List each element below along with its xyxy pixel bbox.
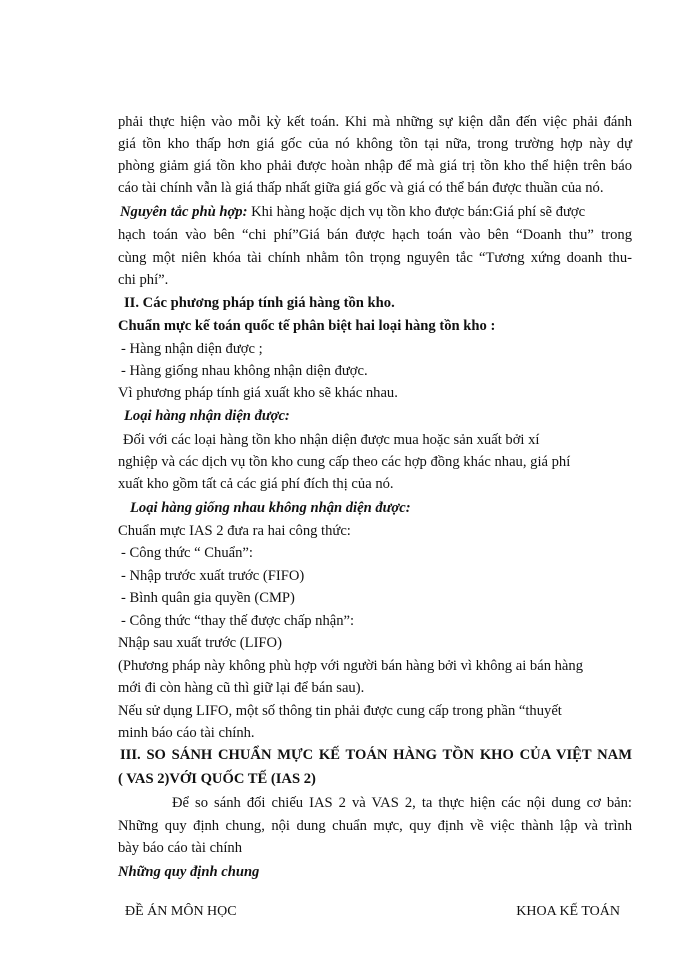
paragraph-line: Đối với các loại hàng tồn kho nhận diện được mua hoặc sản xuất bởi xí	[123, 432, 540, 448]
paragraph-line: Nếu sử dụng LIFO, một số thông tin phải được cung cấp trong phần “thuyết	[118, 703, 562, 719]
subheading: Loại hàng nhận diện được:	[124, 408, 290, 424]
paragraph-line: phải thực hiện vào mỗi kỳ kết toán. Khi mà những sự kiện dẫn đến việc phải đánh	[118, 114, 632, 130]
paragraph-line: phòng giảm giá tồn kho phải được hoàn nhập để mà giá trị tồn kho thể hiện trên báo	[118, 158, 632, 174]
paragraph-line: Nhập sau xuất trước (LIFO)	[118, 635, 282, 651]
section-heading: III. SO SÁNH CHUẨN MỰC KẾ TOÁN HÀNG TỒN KHO CỦA VIỆT NAM	[120, 747, 632, 763]
paragraph-line: cáo tài chính vẫn là giá thấp nhất giữa giá gốc và giá có thể bán được thuần của nó.	[118, 180, 604, 196]
list-item: - Công thức “thay thế được chấp nhận”:	[121, 613, 355, 629]
paragraph-line: chi phí”.	[118, 272, 169, 288]
paragraph-line: nghiệp và các dịch vụ tồn kho cung cấp theo các hợp đồng khác nhau, giá phí	[118, 454, 571, 470]
paragraph-line: xuất kho gồm tất cả các giá phí đích thị của nó.	[118, 476, 394, 492]
paragraph-line: Để so sánh đối chiếu IAS 2 và VAS 2, ta thực hiện các nội dung cơ bản:	[172, 795, 632, 811]
list-item: - Bình quân gia quyền (CMP)	[121, 590, 295, 606]
paragraph-line: bày báo cáo tài chính	[118, 840, 242, 856]
footer-left: ĐỀ ÁN MÔN HỌC	[125, 904, 237, 919]
matching-principle-line	[120, 202, 585, 222]
list-item: - Nhập trước xuất trước (FIFO)	[121, 568, 305, 584]
paragraph-line: mới đi còn hàng cũ thì giữ lại để bán sau).	[118, 680, 365, 696]
paragraph-line: Vì phương pháp tính giá xuất kho sẽ khác nhau.	[118, 385, 398, 401]
paragraph-line: Những quy định chung, nội dung chuẩn mực, quy định về việc thành lập và trình	[118, 818, 632, 834]
paragraph-line: (Phương pháp này không phù hợp với người bán hàng bởi vì không ai bán hàng	[118, 658, 584, 674]
matching-principle-text: Khi hàng hoặc dịch vụ tồn kho được bán:Giá phí sẽ được	[247, 204, 586, 220]
paragraph-line: minh báo cáo tài chính.	[118, 725, 255, 741]
subheading: Loại hàng giống nhau không nhận diện được:	[130, 500, 411, 516]
ias-heading: Chuẩn mực kế toán quốc tế phân biệt hai loại hàng tồn kho :	[118, 318, 496, 334]
paragraph-line: giá tồn kho thấp hơn giá gốc của nó không tồn tại nữa, trong trường hợp này dự	[118, 136, 632, 152]
list-item: - Hàng nhận diện được ;	[121, 341, 263, 357]
paragraph-line: Chuẩn mực IAS 2 đưa ra hai công thức:	[118, 523, 351, 539]
footer-right: KHOA KẾ TOÁN	[516, 904, 620, 919]
list-item: - Hàng giống nhau không nhận diện được.	[121, 363, 368, 379]
matching-principle-term: Nguyên tắc phù hợp:	[120, 204, 248, 220]
paragraph-line: hạch toán vào bên “chi phí”Giá bán được hạch toán vào bên “Doanh thu” trong	[118, 227, 632, 243]
section-heading: II. Các phương pháp tính giá hàng tồn kho.	[124, 295, 395, 311]
subheading: Những quy định chung	[118, 864, 260, 880]
paragraph-line: cùng một niên khóa tài chính nhằm tôn trọng nguyên tắc “Tương xứng doanh thu-	[118, 250, 632, 266]
section-heading: ( VAS 2)VỚI QUỐC TẾ (IAS 2)	[118, 771, 316, 787]
list-item: - Công thức “ Chuẩn”:	[121, 545, 253, 561]
